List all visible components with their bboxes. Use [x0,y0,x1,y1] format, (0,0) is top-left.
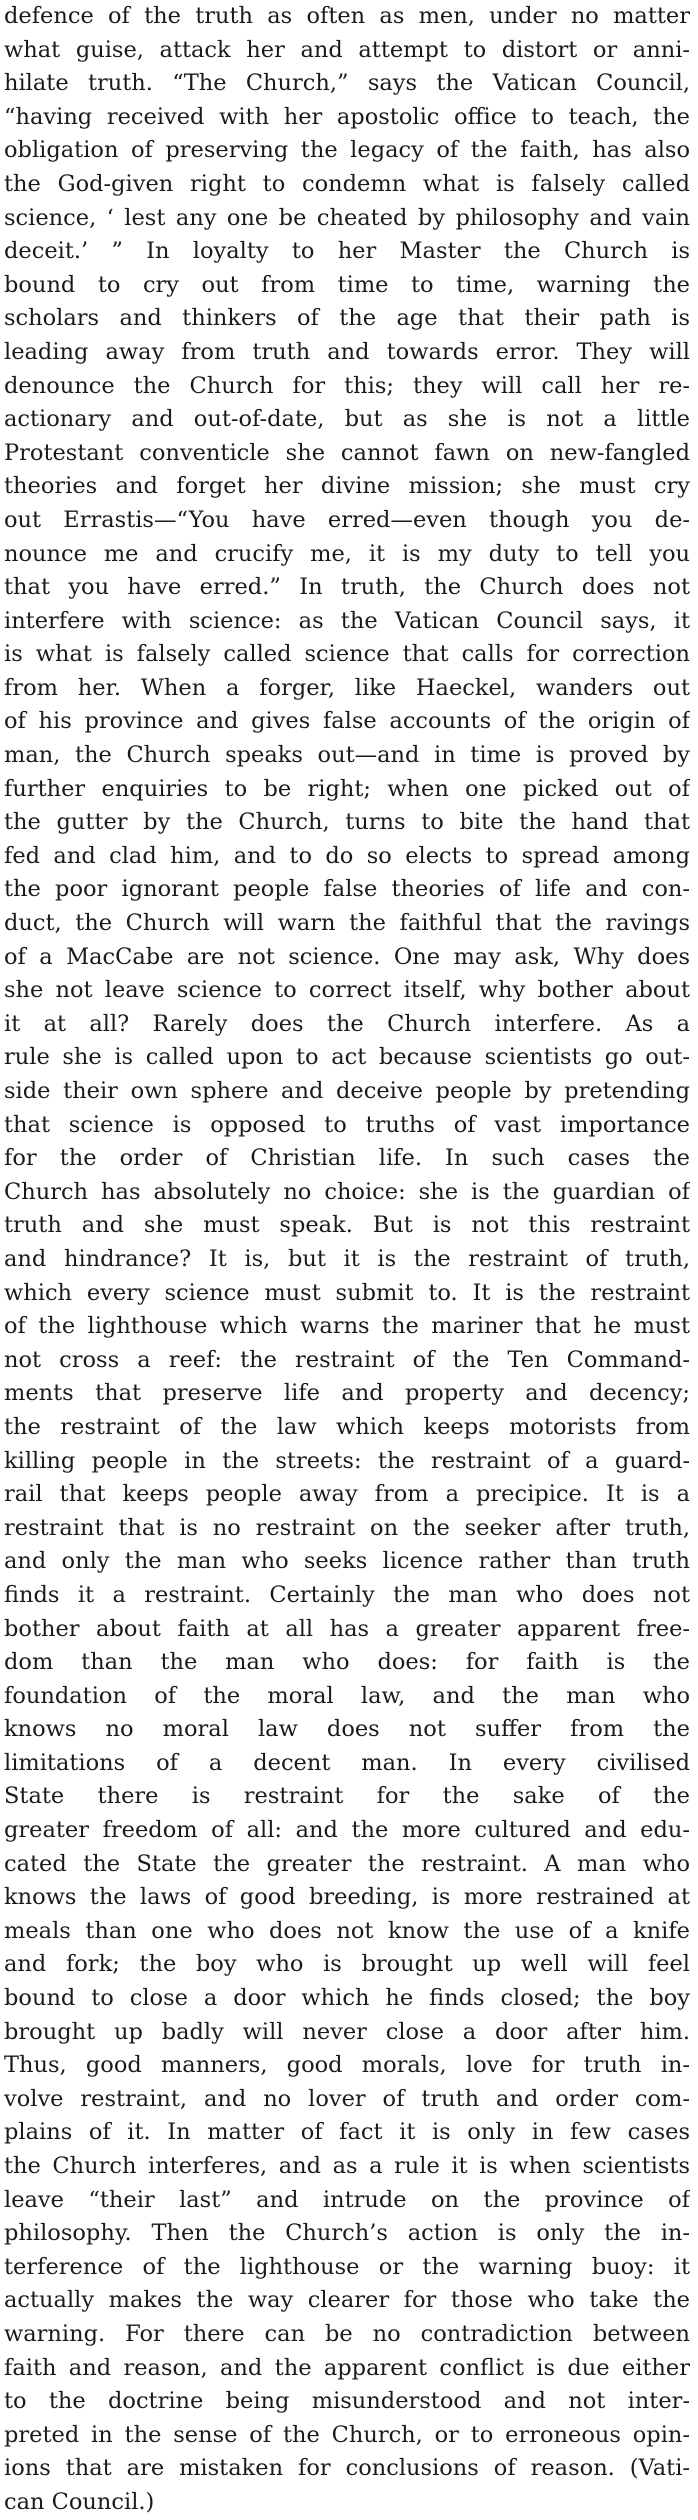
text-line: deceit.’ ” In loyalty to her Master the Church is [4,238,690,265]
text-line: finds it a restraint. Certainly the man who does not [4,1581,690,1608]
text-line: obligation of preserving the legacy of the faith, has also [4,137,690,164]
text-line: knows the laws of good breeding, is more restrained at [4,1884,690,1911]
text-line: is what is falsely called science that calls for correction [4,641,690,668]
text-line: for the order of Christian life. In such cases the [4,1145,690,1172]
text-line: State there is restraint for the sake of the [4,1783,690,1810]
text-line: to the doctrine being misunderstood and not inter- [4,2388,690,2415]
text-line: cated the State the greater the restraint. A man who [4,1850,690,1877]
text-line: killing people in the streets: the restraint of a guard- [4,1447,690,1474]
text-line: of his province and gives false accounts of the origin of [4,708,690,735]
text-line: greater freedom of all: and the more cultured and edu- [4,1817,690,1844]
text-line: rule she is called upon to act because scientists go out- [4,1044,690,1071]
text-line: can Council.) [4,2488,155,2515]
text-line: defence of the truth as often as men, under no matter [4,3,690,29]
text-line: of the lighthouse which warns the mariner that he must [4,1313,690,1340]
text-line: ions that are mistaken for conclusions of reason. (Vati- [4,2455,690,2482]
text-line: the poor ignorant people false theories of life and con- [4,876,690,903]
text-line: Thus, good manners, good morals, love for truth in- [4,2052,690,2079]
text-line: actually makes the way clearer for those who take the [4,2287,690,2314]
text-line: of a MacCabe are not science. One may ask, Why does [4,943,690,970]
text-line: interfere with science: as the Vatican Council says, it [4,607,690,634]
text-line: foundation of the moral law, and the man who [4,1682,690,1709]
text-line: duct, the Church will warn the faithful that the ravings [4,910,690,937]
text-line: scholars and thinkers of the age that their path is [4,305,690,332]
text-line: bother about faith at all has a greater apparent free- [4,1615,690,1642]
text-line: preted in the sense of the Church, or to erroneous opin- [4,2421,690,2448]
text-line: from her. When a forger, like Haeckel, wanders out [4,674,690,701]
text-line: not cross a reef: the restraint of the Ten Command- [4,1346,690,1373]
text-line: Church has absolutely no choice: she is the guardian of [4,1178,690,1205]
text-line: rail that keeps people away from a precipice. It is a [4,1481,690,1508]
text-line: the restraint of the law which keeps motorists from [4,1413,690,1440]
text-line: the gutter by the Church, turns to bite the hand that [4,809,690,836]
text-line: leading away from truth and towards error. They will [4,338,690,365]
text-line: limitations of a decent man. In every civilised [4,1749,690,1776]
text-line: dom than the man who does: for faith is the [4,1649,690,1676]
text-line: “having received with her apostolic office to teach, the [4,103,690,130]
text-line: which every science must submit to. It is the restraint [4,1279,690,1306]
text-line: Protestant conventicle she cannot fawn on new-fangled [4,439,690,466]
text-line: man, the Church speaks out—and in time is proved by [4,742,690,769]
text-line: that science is opposed to truths of vast importance [4,1111,690,1138]
text-line: that you have erred.” In truth, the Church does not [4,574,690,601]
text-line: out Errastis—“You have erred—even though you de- [4,506,690,533]
text-line: ments that preserve life and property and decency; [4,1380,690,1407]
text-line: and only the man who seeks licence rather than truth [4,1548,690,1575]
text-line: bound to close a door which he finds closed; the boy [4,1985,690,2012]
text-line: theories and forget her divine mission; she must cry [4,473,690,500]
text-line: actionary and out-of-date, but as she is not a little [4,406,690,433]
text-line: plains of it. In matter of fact it is only in few cases [4,2119,690,2146]
text-line: volve restraint, and no lover of truth and order com- [4,2085,690,2112]
text-line: and hindrance? It is, but it is the restraint of truth, [4,1245,690,1272]
text-line: further enquiries to be right; when one picked out of [4,775,690,802]
text-line: fed and clad him, and to do so elects to spread among [4,842,690,869]
text-line: terference of the lighthouse or the warning buoy: it [4,2253,690,2280]
text-line: science, ‘ lest any one be cheated by philosophy and vain [4,204,690,231]
text-line: the Church interferes, and as a rule it is when scientists [4,2153,690,2179]
text-line: restraint that is no restraint on the seeker after truth, [4,1514,690,1541]
text-line: she not leave science to correct itself, why bother about [4,977,690,1004]
text-line: it at all? Rarely does the Church interfere. As a [4,1010,690,1037]
text-line: denounce the Church for this; they will call her re- [4,372,690,399]
text-line: philosophy. Then the Church’s action is only the in- [4,2220,690,2247]
text-line: side their own sphere and deceive people by pretending [4,1078,690,1104]
text-line: warning. For there can be no contradiction between [4,2320,690,2347]
text-line: and fork; the boy who is brought up well will feel [4,1951,690,1978]
text-line: nounce me and crucify me, it is my duty to tell you [4,540,690,567]
text-line: brought up badly will never close a door after him. [4,2018,690,2045]
text-line: hilate truth. “The Church,” says the Vatican Council, [4,70,690,97]
text-line: what guise, attack her and attempt to distort or anni- [4,36,690,63]
text-line: bound to cry out from time to time, warning the [4,271,690,298]
text-line: knows no moral law does not suffer from the [4,1716,690,1743]
text-line: truth and she must speak. But is not this restraint [4,1212,690,1239]
text-line: meals than one who does not know the use of a knife [4,1917,690,1944]
text-line: the God-given right to condemn what is falsely called [4,170,690,197]
text-line: faith and reason, and the apparent conflict is due either [4,2354,690,2381]
text-line: leave “their last” and intrude on the province of [4,2186,690,2213]
